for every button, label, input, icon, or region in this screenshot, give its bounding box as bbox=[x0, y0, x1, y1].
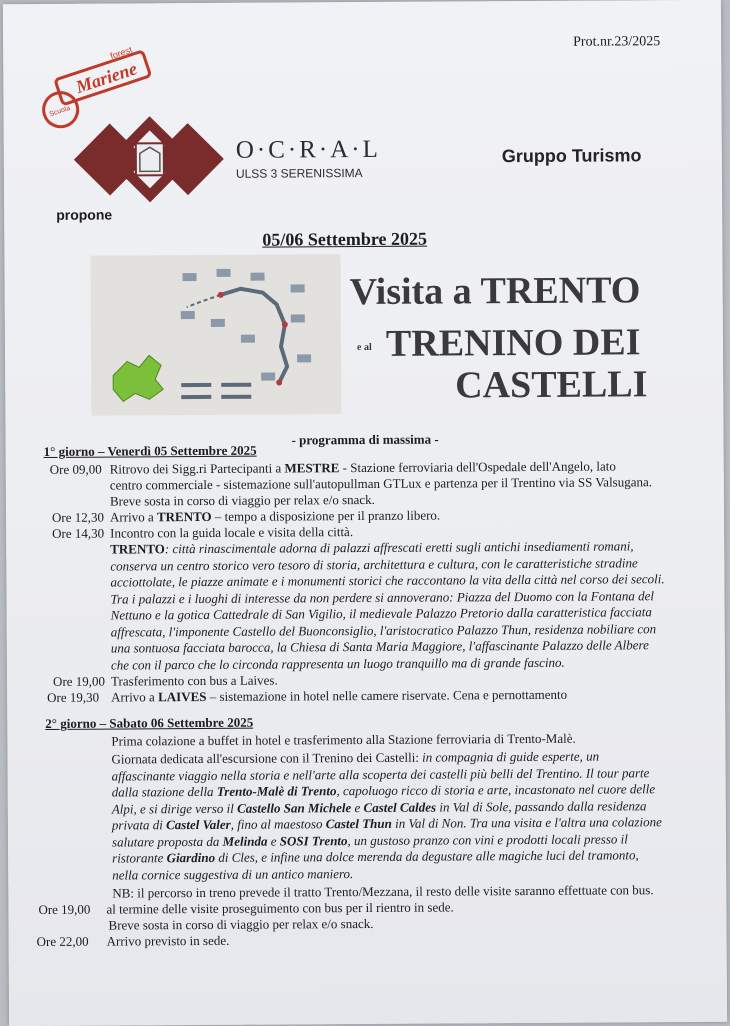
day2-heading: 2° giorno – Sabato 06 Settembre 2025 bbox=[45, 714, 254, 731]
ocral-title: O·C·R·A·L bbox=[235, 135, 381, 164]
event-title-line-2: TRENINO DEI bbox=[385, 321, 641, 365]
svg-text:forest: forest bbox=[108, 44, 134, 62]
stamp-logo bbox=[31, 44, 161, 134]
day1-time-5: Ore 19,30 bbox=[47, 689, 100, 705]
day1-time-2: Ore 12,30 bbox=[51, 509, 105, 525]
trento-description: TRENTO: città rinascimentale adorna di palazzi affrescati eretti sugli antichi insediamenti romani, conserva un centro storico vero tesoro di storia, architettura e cultura, con le caratteristiche stradine acciottolate, le piazze animate e i monumenti storici che raccontano la vita della città nel corso dei secoli. Tra i palazzi e i luoghi di interesse da non perdere si annoverano: Piazza del Duomo con la Fontana del Nettuno e la gotica Cattedrale di San Vigilio, il medievale Palazzo Pretorio dalla caratteristica facciata affrescata, l'imponente Castello del Buonconsiglio, l'aristocratico Palazzo Thun, residenza nobiliare con una sontuosa facciata barocca, la Chiesa di Santa Maria Maggiore, l'affascinante Palazzo delle Albere che con il parco che lo circonda rappresenta un luogo tranquillo ma di grande fascino. bbox=[110, 538, 665, 673]
day1-time-1: Ore 09,00 bbox=[49, 461, 102, 477]
day2-time-1: Ore 19,00 bbox=[38, 901, 91, 918]
ocral-logo bbox=[74, 123, 224, 196]
protocol-number: Prot.nr.23/2025 bbox=[573, 34, 661, 50]
day2-description: Giornata dedicata all'escursione con il Trenino dei Castelli: in compagnia di guide esperte, un affascinante viaggio nella storia e nell'arte alla scoperta dei castelli più belli del Trentino. Il tour parte dalla stazione della Trento-Malè di Trento, capoluogo ricco di storia e arte, incastonato nel cuore delle Alpi, e si dirige verso il Castello San Michele e Castel Caldes in Val di Sole, passando dalla residenza privata di Castel Valer, fino al maestoso Castel Thun in Val di Non. Tra una visita e l'altra una colazione salutare proposta da Melinda e SOSI Trento, un gustoso pranzo con vini e prodotti locali presso il ristorante Giardino di Cles, e infine una dolce merenda da degustare alle magiche luci del tramonto, nella cornice suggestiva di un antico maniero. bbox=[111, 748, 662, 883]
gruppo-turismo: Gruppo Turismo bbox=[501, 145, 642, 167]
day2-sosta: Breve sosta in corso di viaggio per relax e/o snack. bbox=[108, 915, 374, 933]
route-map-image bbox=[90, 254, 341, 416]
day1-item-2: Arrivo a TRENTO – tempo a disposizione per il pranzo libero. bbox=[109, 507, 441, 525]
document-page bbox=[3, 0, 727, 1026]
day1-heading: 1° giorno – Venerdì 05 Settembre 2025 bbox=[43, 442, 257, 459]
ocral-subtitle: ULSS 3 SERENISSIMA bbox=[235, 166, 363, 181]
day2-item-2: al termine delle visite proseguimento con bus per il rientro in sede. bbox=[106, 899, 454, 917]
day2-time-2: Ore 22,00 bbox=[36, 933, 89, 950]
day1-item-3: Incontro con la guida locale e visita della città. bbox=[110, 524, 354, 541]
stamp-text: Mariene bbox=[73, 58, 140, 98]
day1-item-4: Trasferimento con bus a Laives. bbox=[110, 672, 278, 689]
propone-label: propone bbox=[56, 206, 113, 223]
day2-nb: NB: il percorso in treno prevede il tratto Trento/Mezzana, il resto delle visite saranno effettuate con bus. bbox=[112, 882, 654, 901]
svg-text:Scuola: Scuola bbox=[48, 104, 72, 119]
event-date: 05/06 Settembre 2025 bbox=[262, 228, 428, 250]
event-title-connector: e al bbox=[356, 341, 372, 354]
day2-item-1: Prima colazione a buffet in hotel e trasferimento alla Stazione ferroviaria di Trento-Malè. bbox=[111, 730, 576, 749]
event-title-line-3: CASTELLI bbox=[455, 363, 648, 407]
programma-label: - programma di massima - bbox=[291, 431, 439, 448]
day2-item-3: Arrivo previsto in sede. bbox=[106, 932, 230, 949]
event-title-line-1: Visita a TRENTO bbox=[349, 269, 641, 314]
day1-time-4: Ore 19,00 bbox=[52, 673, 106, 689]
day1-time-3: Ore 14,30 bbox=[52, 525, 105, 541]
day1-item-1: Ritrovo dei Sigg.ri Partecipanti a MESTRE - Stazione ferroviaria dell'Ospedale dell'Angelo, lato centro commerciale - sistemazione sull'autopullman GTLux e partenza per il Trentino via SS Valsugana. Breve sosta in corso di viaggio per relax e/o snack. bbox=[109, 458, 653, 509]
day1-item-5: Arrivo a LAIVES – sistemazione in hotel nelle camere riservate. Cena e pernottamento bbox=[111, 686, 568, 705]
